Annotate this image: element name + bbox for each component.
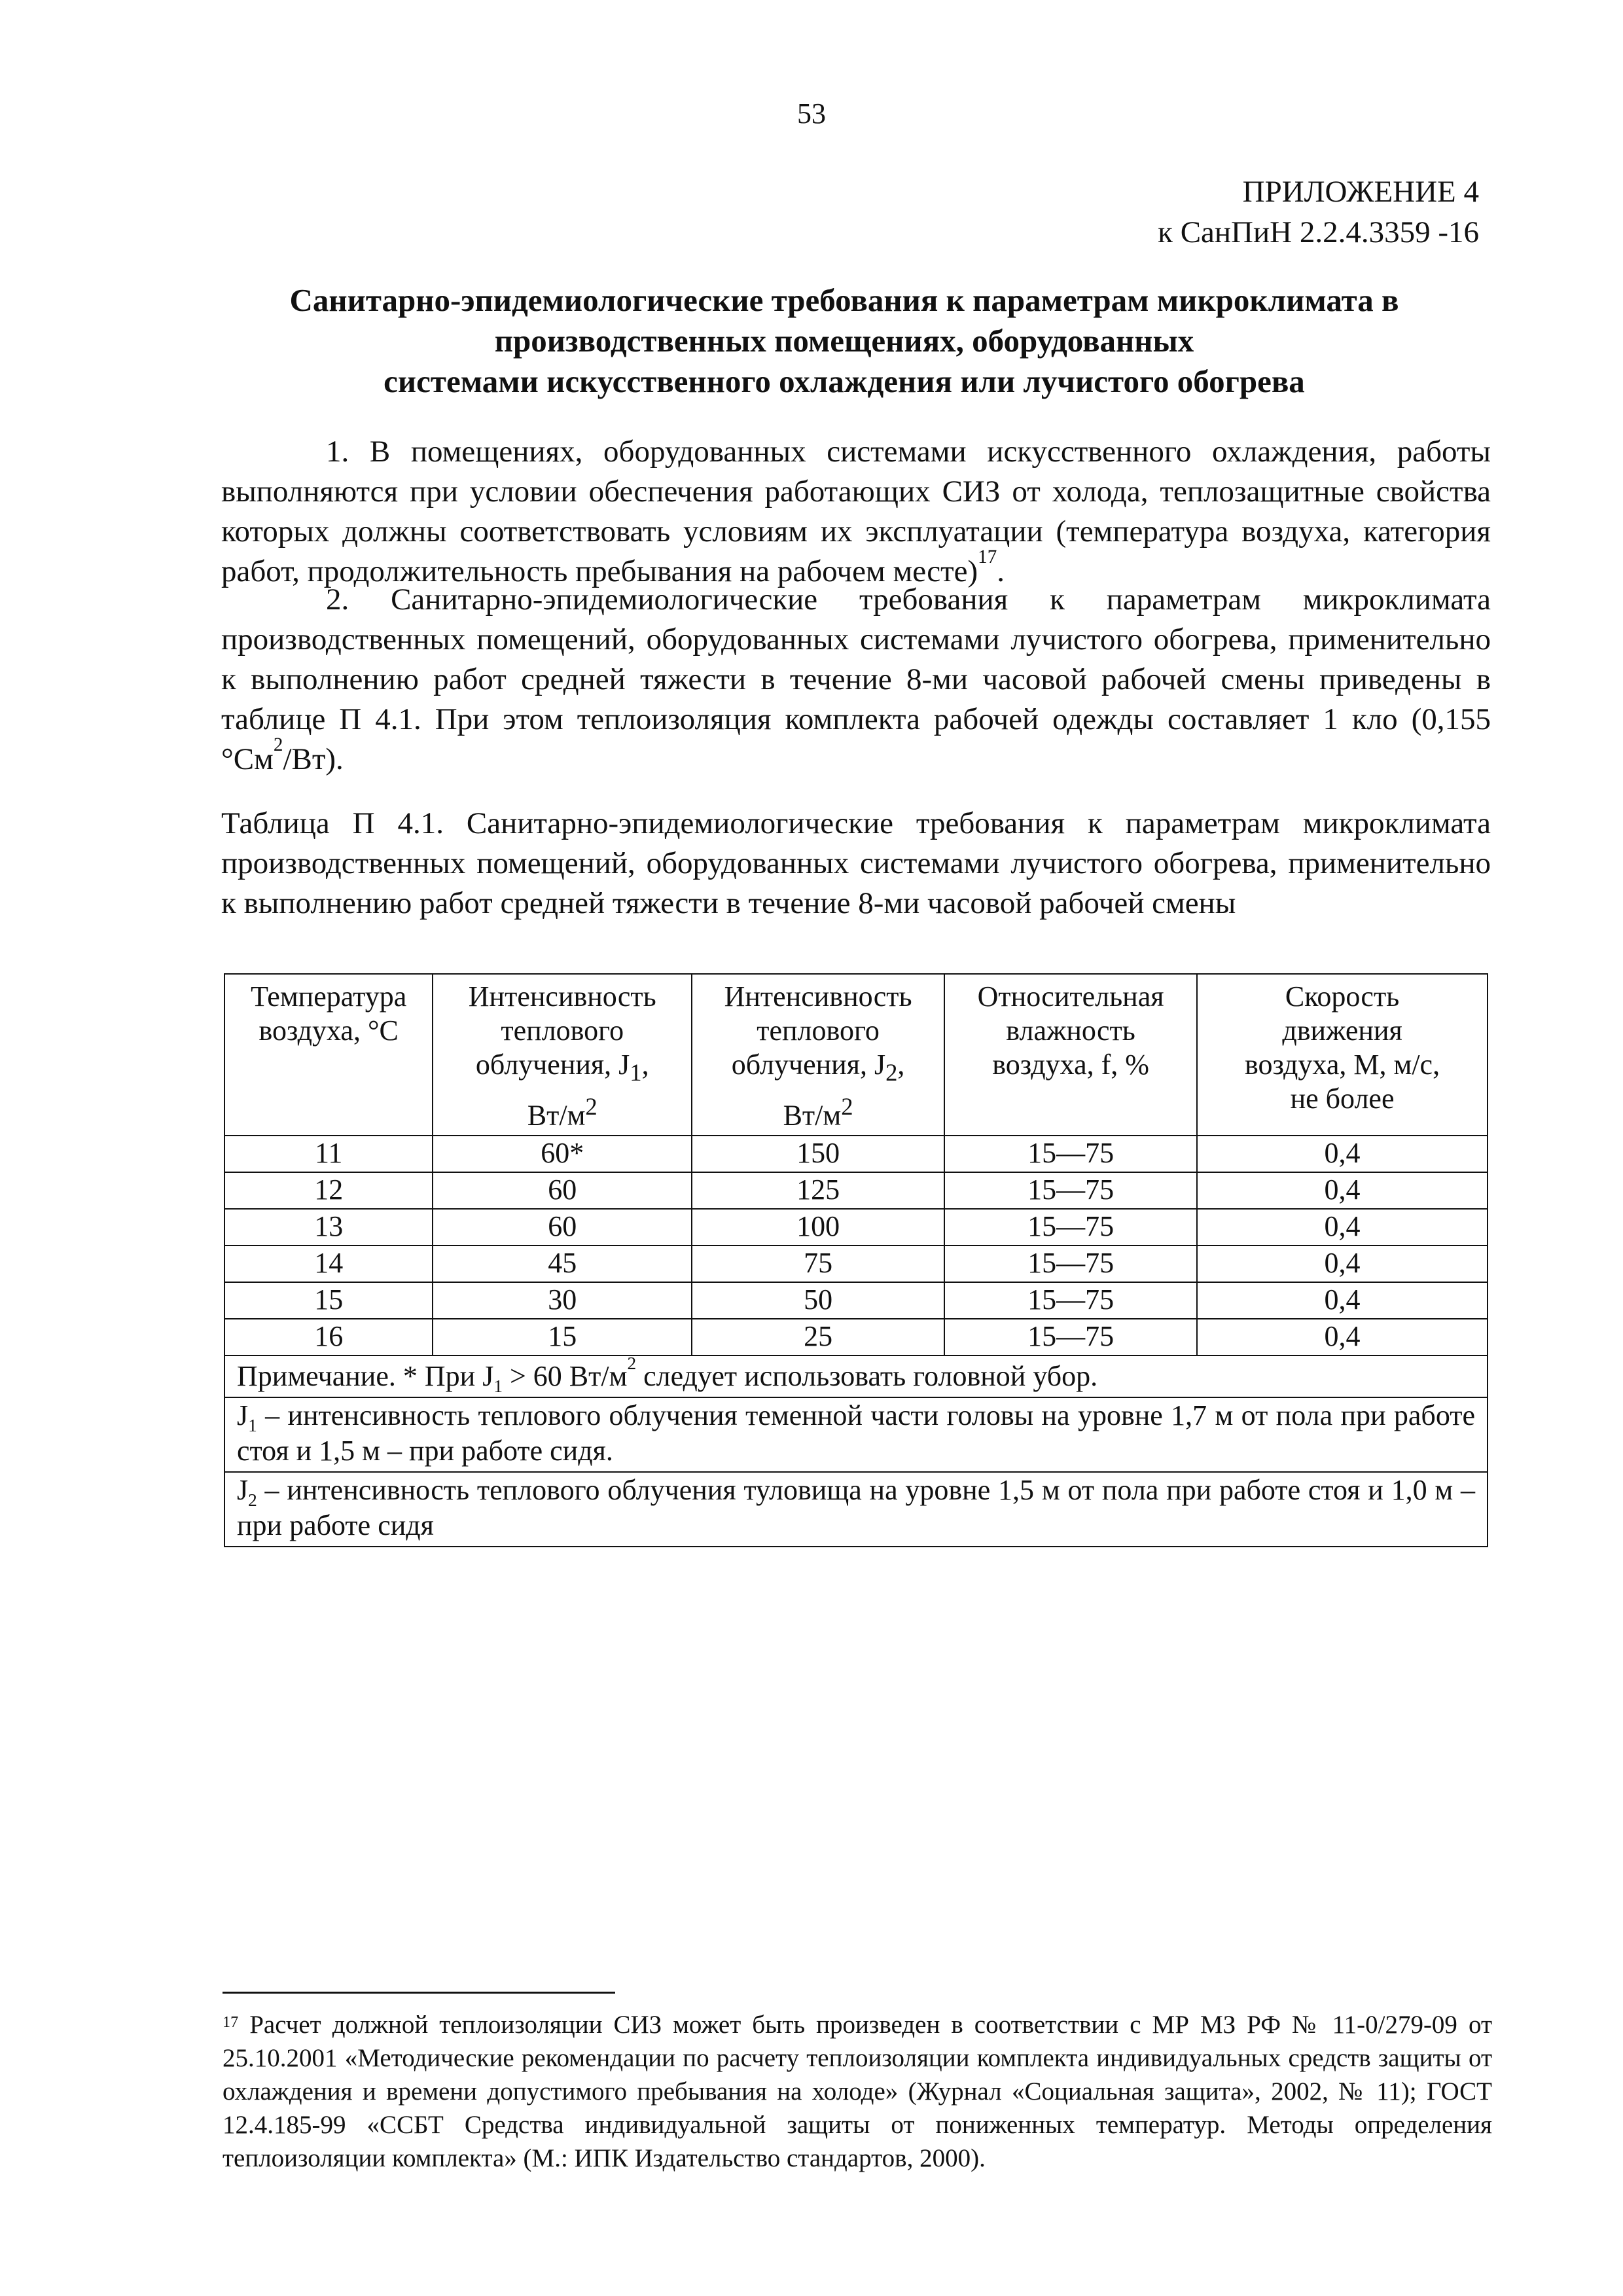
appendix-header — [1158, 171, 1479, 253]
cell-humidity: 15—75 — [944, 1209, 1197, 1246]
page-number: 53 — [797, 98, 826, 130]
cell-j1: 45 — [433, 1246, 692, 1282]
footnote-divider — [223, 1992, 615, 1994]
microclimate-table — [224, 973, 1488, 1547]
cell-j1: 60 — [433, 1172, 692, 1209]
table-note-2: $J_1$ – интенсивность теплового облучения теменной части головы на уровне 1,7 м от пола при работе стоя и 1,5 м – при работе сидя. — [225, 1398, 1487, 1473]
header-text: воздуха, М, м/с, — [1244, 1049, 1440, 1081]
table-note-3: $J_2$ – интенсивность теплового облучения туловища на уровне 1,5 м от пола при работе стоя и 1,0 м – при работе сидя — [237, 1474, 1475, 1542]
cell-j2: 25 — [692, 1319, 944, 1355]
cell-temperature: 15 — [224, 1282, 433, 1319]
cell-j2: 125 — [692, 1172, 944, 1209]
cell-j2: 75 — [692, 1246, 944, 1282]
cell-j2: 150 — [692, 1136, 944, 1172]
paragraph-1-end: . — [997, 554, 1005, 588]
cell-air-speed: 0,4 — [1197, 1209, 1488, 1246]
title-line-1: Санитарно-эпидемиологические требования к параметрам микроклимата в — [289, 282, 1399, 318]
paragraph-2-sup: 2 — [273, 734, 283, 755]
title-line-3: системами искусственного охлаждения или лучистого обогрева — [383, 363, 1305, 399]
cell-j1: 30 — [433, 1282, 692, 1319]
paragraph-1-text: 1. В помещениях, оборудованных системами искусственного охлаждения, работы выполняются при условии обеспечения работающих СИЗ от холода, теплозащитные свойства которых должны соответствовать условиям их эксплуатации (температура воздуха, категория работ, продолжительность пребывания на рабочем месте) — [221, 435, 1491, 588]
table-row — [224, 1246, 1488, 1282]
footnote-ref: 17 — [978, 547, 997, 567]
header-text: облучения, $J_2$, — [731, 1049, 905, 1086]
paragraph-2-end: /Вт). — [283, 742, 344, 776]
header-text: Температура — [251, 980, 407, 1013]
cell-air-speed: 0,4 — [1197, 1246, 1488, 1282]
cell-humidity: 15—75 — [944, 1136, 1197, 1172]
cell-humidity: 15—75 — [944, 1282, 1197, 1319]
header-text: движения — [1282, 1014, 1402, 1047]
footnote-number: 17 — [223, 2013, 239, 2031]
header-j2 — [692, 974, 944, 1136]
cell-temperature: 16 — [224, 1319, 433, 1355]
paragraph-2 — [221, 580, 1491, 780]
table-row — [224, 1136, 1488, 1172]
cell-j2: 100 — [692, 1209, 944, 1246]
table-row — [224, 1172, 1488, 1209]
header-text: Относительная — [977, 980, 1164, 1013]
table-header-row — [224, 974, 1488, 1136]
appendix-reference: к СанПиН 2.2.4.3359 -16 — [1158, 215, 1479, 249]
table-note-1: Примечание. * При $J_1 > 60$ $Вт/м^2$ следует использовать головной убор. — [225, 1359, 1487, 1398]
cell-temperature: 14 — [224, 1246, 433, 1282]
table-row — [224, 1282, 1488, 1319]
header-text: Скорость — [1285, 980, 1400, 1013]
header-temperature — [224, 974, 433, 1136]
cell-temperature: 12 — [224, 1172, 433, 1209]
header-text: теплового — [757, 1014, 880, 1047]
table-notes-row — [224, 1355, 1488, 1547]
cell-j2: 50 — [692, 1282, 944, 1319]
footnote — [223, 2008, 1492, 2175]
header-text: облучения, $J_1$, — [475, 1049, 649, 1086]
header-j1 — [433, 974, 692, 1136]
footnote-text: Расчет должной теплоизоляции СИЗ может быть произведен в соответствии с МР МЗ РФ № 11-0/279-09 от 25.10.2001 «Методические рекомендации по расчету теплоизоляции комплекта индивидуальных средств защиты от охлаждения и времени допустимого пребывания на холоде» (Журнал «Социальная защита», 2002, № 11); ГОСТ 12.4.185-99 «ССБТ Средства индивидуальной защиты от пониженных температур. Методы определения теплоизоляции комплекта» (М.: ИПК Издательство стандартов, 2000). — [223, 2011, 1492, 2172]
table-row — [224, 1209, 1488, 1246]
cell-air-speed: 0,4 — [1197, 1319, 1488, 1355]
appendix-label: ПРИЛОЖЕНИЕ 4 — [1242, 175, 1479, 209]
header-text: воздуха, °С — [259, 1014, 399, 1047]
header-text: влажность — [1006, 1014, 1135, 1047]
table-row — [224, 1319, 1488, 1355]
cell-air-speed: 0,4 — [1197, 1172, 1488, 1209]
table-caption: Таблица П 4.1. Санитарно-эпидемиологические требования к параметрам микроклимата производственных помещений, оборудованных системами лучистого обогрева, применительно к выполнению работ средней тяжести в течение 8-ми часовой рабочей смены — [221, 806, 1491, 920]
header-text: $Вт/м^2$ — [783, 1092, 853, 1132]
cell-humidity: 15—75 — [944, 1172, 1197, 1209]
cell-humidity: 15—75 — [944, 1246, 1197, 1282]
header-text: $Вт/м^2$ — [527, 1092, 597, 1132]
header-text: теплового — [501, 1014, 624, 1047]
cell-air-speed: 0,4 — [1197, 1282, 1488, 1319]
header-text: не более — [1290, 1083, 1395, 1115]
title-line-2: производственных помещениях, оборудованных — [494, 323, 1194, 359]
header-humidity — [944, 974, 1197, 1136]
cell-j1: 60 — [433, 1209, 692, 1246]
header-text: Интенсивность — [468, 980, 656, 1013]
table-notes — [224, 1355, 1488, 1547]
cell-humidity: 15—75 — [944, 1319, 1197, 1355]
paragraph-1 — [221, 432, 1491, 592]
cell-j1: 15 — [433, 1319, 692, 1355]
document-title — [196, 280, 1492, 402]
paragraph-2-text: 2. Санитарно-эпидемиологические требования к параметрам микроклимата производственных помещений, оборудованных системами лучистого обогрева, применительно к выполнению работ средней тяжести в течение 8-ми часовой рабочей смены приведены в таблице П 4.1. При этом теплоизоляция комплекта рабочей одежды составляет 1 кло (0,155 °См — [221, 583, 1491, 776]
header-text: воздуха, f, % — [992, 1049, 1149, 1081]
header-air-speed — [1197, 974, 1488, 1136]
cell-temperature: 13 — [224, 1209, 433, 1246]
cell-j1: 60* — [433, 1136, 692, 1172]
cell-air-speed: 0,4 — [1197, 1136, 1488, 1172]
header-text: Интенсивность — [724, 980, 912, 1013]
cell-temperature: 11 — [224, 1136, 433, 1172]
